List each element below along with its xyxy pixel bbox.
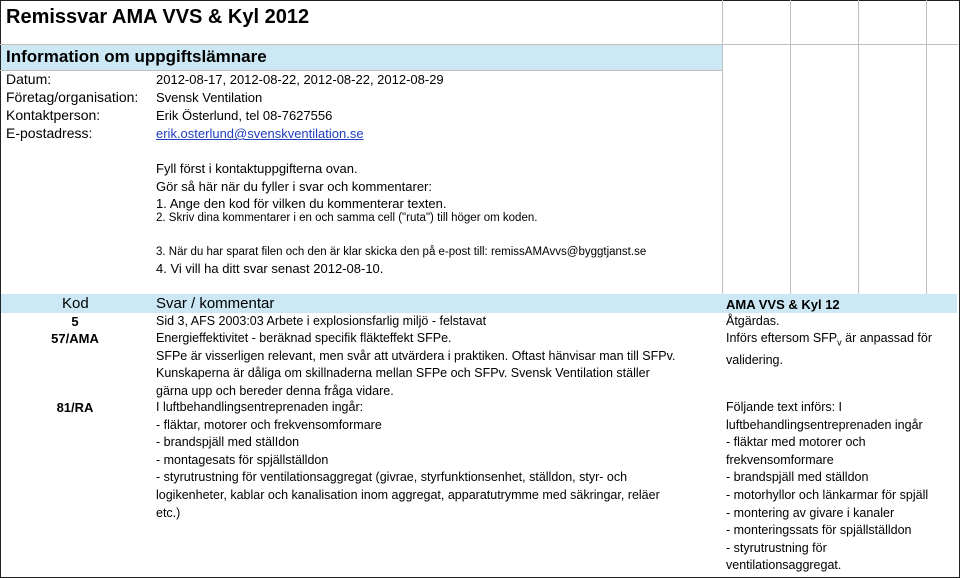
row-action [726, 313, 954, 331]
action-line: validering. [726, 353, 783, 368]
action-line: luftbehandlingsentreprenaden ingår [726, 417, 923, 432]
date-label: Datum: [6, 71, 52, 87]
instruction-line: 3. När du har sparat filen och den är klar skicka den på e-post till: remissAMAvvs@byggtjanst.se [156, 246, 647, 258]
row-action [726, 330, 954, 370]
row-comment [156, 313, 716, 331]
comment-line: Sid 3, AFS 2003:03 Arbete i explosionsfarlig miljö - felstavat [156, 314, 487, 328]
col-header-comment: Svar / kommentar [156, 295, 275, 312]
instruction-line: 4. Vi vill ha ditt svar senast 2012-08-10. [156, 261, 384, 276]
comment-line: etc.) [156, 505, 181, 520]
row-comment [156, 330, 716, 400]
instruction-line: 2. Skriv dina kommentarer i en och samma cell ("ruta") till höger om koden. [156, 212, 538, 224]
company-label: Företag/organisation: [6, 89, 139, 105]
contact-label: Kontaktperson: [6, 107, 101, 123]
comment-line: Kunskaperna är dåliga om skillnaderna mellan SFPe och SFPv. Svensk Ventilation ställer [156, 366, 650, 381]
row-code: 5 [71, 314, 79, 329]
page-title: Remissvar AMA VVS & Kyl 2012 [6, 6, 310, 28]
grid-line [926, 0, 927, 294]
action-line: - montering av givare i kanaler [726, 505, 895, 520]
action-line: - fläktar med motorer och [726, 435, 866, 450]
instruction-line: Gör så här när du fyller i svar och kommentarer: [156, 179, 432, 194]
email-label: E-postadress: [6, 125, 93, 141]
action-text: Införs eftersom SFP [726, 331, 838, 345]
instruction-line: 1. Ange den kod för vilken du kommenterar texten. [156, 196, 447, 211]
action-line: - motorhyllor och länkarmar för spjäll [726, 487, 929, 502]
action-line: - monteringssats för spjällställdon [726, 523, 912, 538]
comment-line: - montagesats för spjällställdon [156, 452, 329, 467]
grid-line [722, 0, 723, 294]
action-line: ventilationsaggregat. [726, 558, 842, 573]
grid-line [858, 0, 859, 294]
row-code: 81/RA [56, 400, 94, 415]
contact-value: Erik Österlund, tel 08-7627556 [156, 108, 333, 123]
comment-line: gärna upp och bereder denna fråga vidare. [156, 383, 394, 398]
date-value: 2012-08-17, 2012-08-22, 2012-08-22, 2012-08-29 [156, 72, 444, 87]
col-header-code: Kod [62, 295, 89, 312]
instruction-line: Fyll först i kontaktuppgifterna ovan. [156, 161, 358, 176]
row-action [726, 399, 954, 575]
comment-line: I luftbehandlingsentreprenaden ingår: [156, 400, 364, 414]
email-link[interactable]: erik.osterlund@svenskventilation.se [156, 126, 364, 141]
company-value: Svensk Ventilation [156, 90, 263, 105]
row-code: 57/AMA [51, 331, 99, 346]
action-line: frekvensomformare [726, 452, 834, 467]
action-line: - styrutrustning för [726, 540, 827, 555]
comment-line: logikenheter, kablar och kanalisation inom aggregat, apparatutrymme med säkringar, reläer [156, 487, 660, 502]
comment-line: - styrutrustning för ventilationsaggregat (givrae, styrfunktionsenhet, ställdon, styr- och [156, 470, 628, 485]
comment-line: Energieffektivitet - beräknad specifik fläkteffekt SFPe. [156, 331, 452, 345]
comment-line: - fläktar, motorer och frekvensomformare [156, 417, 382, 432]
comment-line: SFPe är visserligen relevant, men svår att utvärdera i praktiken. Oftast hänvisar man till SFPv. [156, 348, 676, 363]
action-subscript: v [837, 337, 842, 348]
comment-line: - brandspjäll med stälIdon [156, 435, 300, 450]
info-heading: Information om uppgiftslämnare [6, 47, 267, 66]
col-header-ama: AMA VVS & Kyl 12 [726, 297, 840, 312]
grid-line [0, 70, 722, 71]
grid-line [790, 0, 791, 294]
action-line: Följande text införs: I [726, 400, 843, 414]
action-line: Åtgärdas. [726, 314, 780, 328]
action-line: - brandspjäll med ställdon [726, 470, 869, 485]
action-text: är anpassad för [841, 331, 932, 345]
row-comment [156, 399, 716, 522]
